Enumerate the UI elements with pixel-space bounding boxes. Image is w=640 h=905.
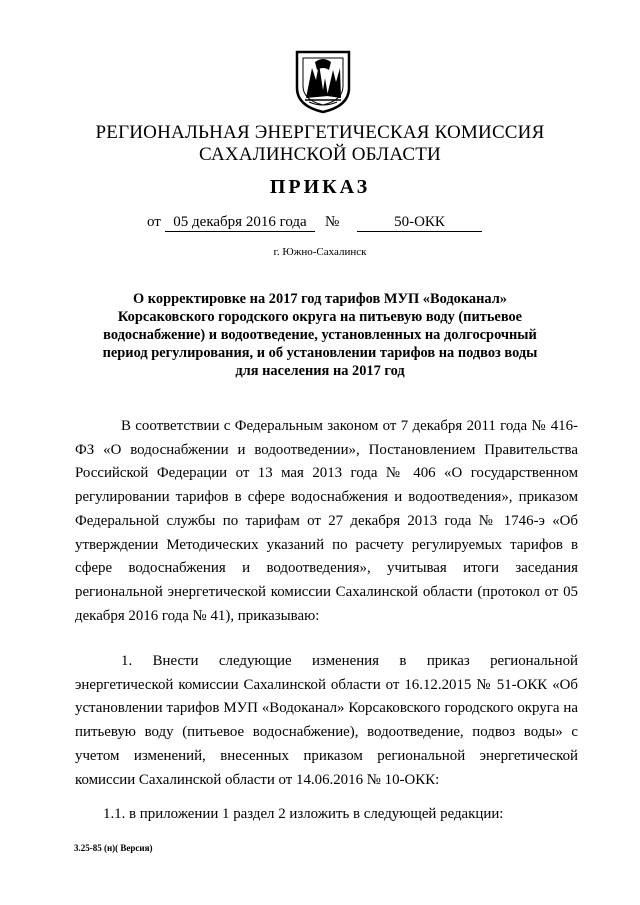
organization-name-line-1: РЕГИОНАЛЬНАЯ ЭНЕРГЕТИЧЕСКАЯ КОМИССИЯ (95, 122, 545, 143)
document-type: ПРИКАЗ (269, 176, 371, 198)
date-prefix: от (147, 214, 161, 230)
document-date: 05 декабря 2016 года (165, 214, 315, 232)
coat-of-arms-icon (295, 50, 351, 114)
document-number: 50-ОКК (357, 214, 482, 232)
paragraph-item-1: 1. Внести следующие изменения в приказ региональной энергетической комиссии Сахалинской области от 16.12.2015 № 51-ОКК «Об установлении тарифов МУП «Водоканал» Корсаковского городского округа на питьевую воду (питьевое водоснабжение), водоотведение, подвоз воды» с учетом изменений, внесенных приказом региональной энергетической комиссии Сахалинской области от 14.06.2016 № 10-ОКК: (75, 653, 578, 788)
organization-name-line-2: САХАЛИНСКОЙ ОБЛАСТИ (199, 144, 441, 165)
document-title: О корректировке на 2017 год тарифов МУП «Водоканал» Корсаковского городского округа на питьевую воду (питьевое водоснабжение) и водоотведение, установленных на долгосрочный период регулирования, и об установлении тарифов на подвоз воды для населения на 2017 год (102, 291, 538, 379)
paragraph-item-1-1: 1.1. в приложении 1 раздел 2 изложить в следующей редакции: (103, 806, 504, 822)
number-sign: № (325, 214, 340, 230)
city: г. Южно-Сахалинск (273, 246, 367, 258)
paragraph-preamble: В соответствии с Федеральным законом от 7 декабря 2011 года № 416-ФЗ «О водоснабжении и водоотведении», Постановлением Правительства Российской Федерации от 13 мая 2013 года № 406 «О государственном регулировании тарифов в сфере водоснабжения и водоотведения», приказом Федеральной службы по тарифам от 27 декабря 2013 года № 1746-э «Об утверждении Методических указаний по расчету регулируемых тарифов в сфере водоснабжения и водоотведения», учитывая итоги заседания региональной энергетической комиссии Сахалинской области (протокол от 05 декабря 2016 года № 41), приказываю: (75, 418, 578, 624)
footer-code: 3.25-85 (н)( Версия) (74, 843, 153, 853)
